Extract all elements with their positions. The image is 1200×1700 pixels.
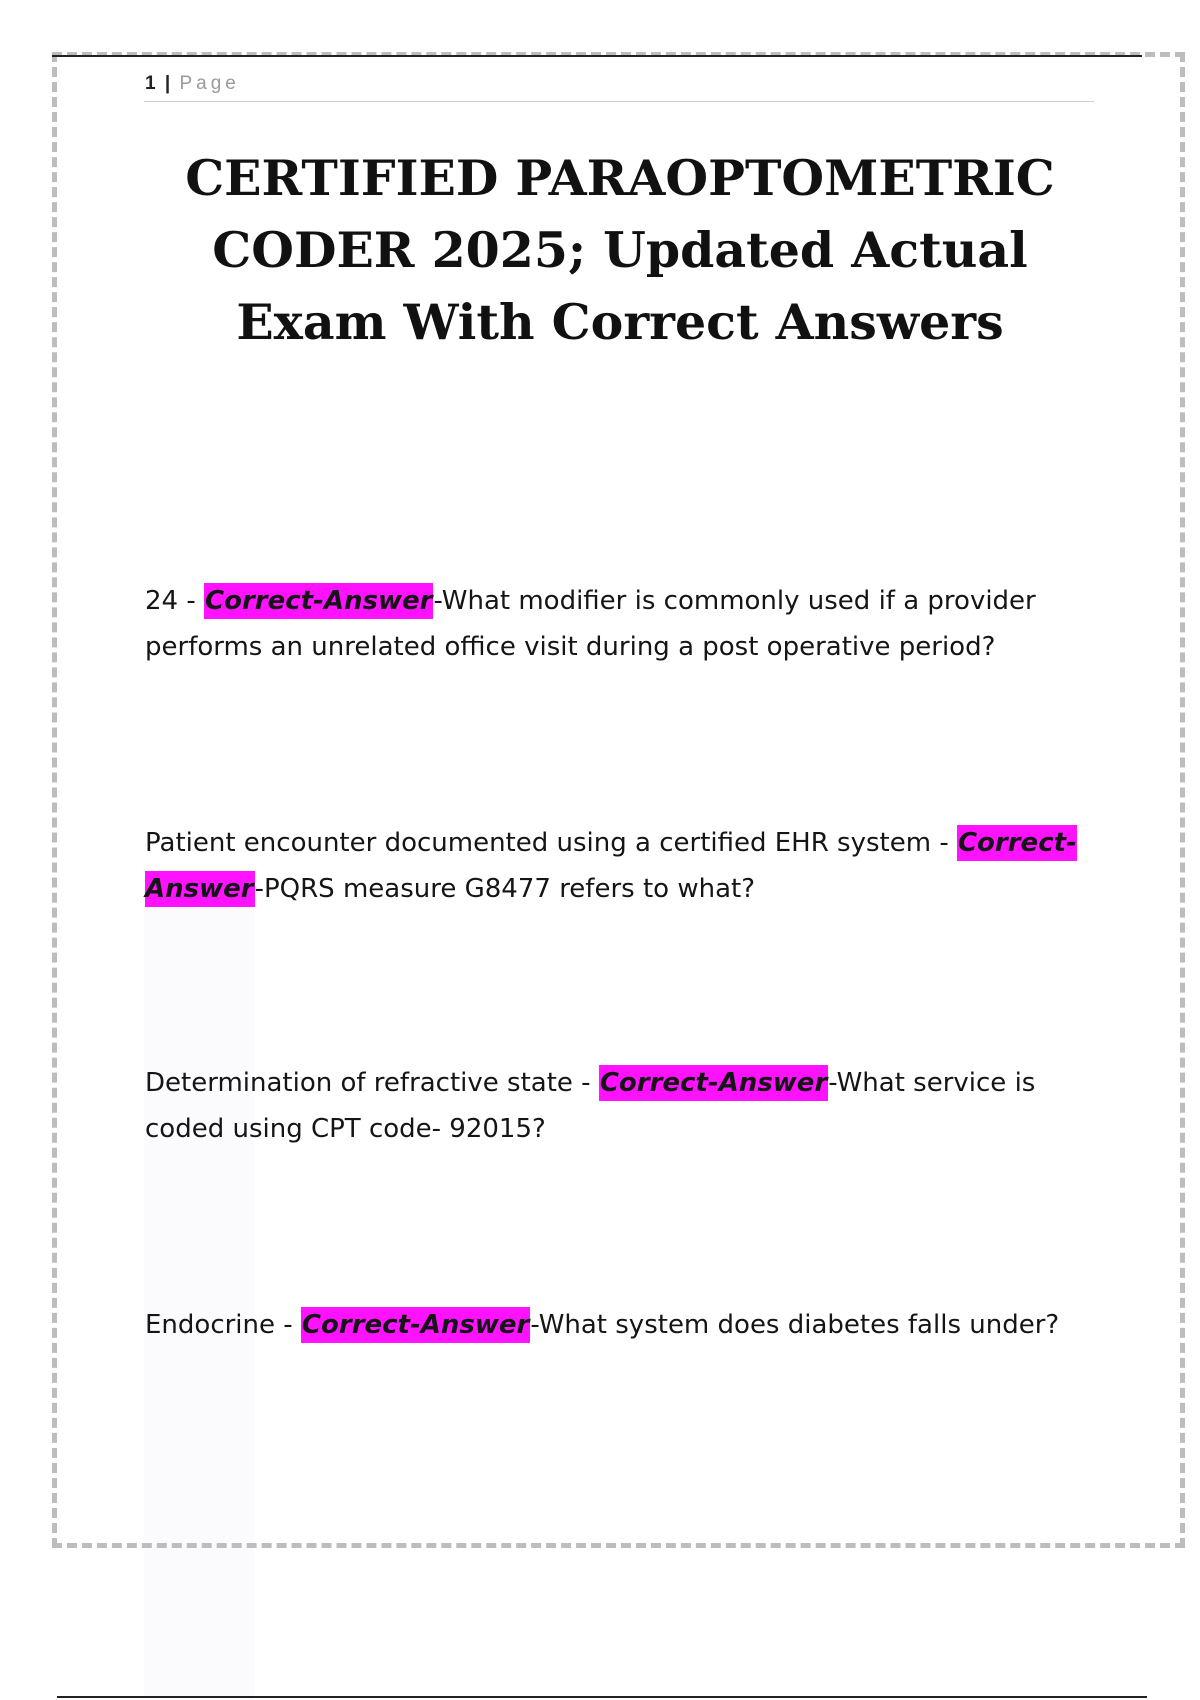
qa-item xyxy=(145,1302,1100,1348)
footer-line xyxy=(57,1696,1147,1698)
qa-answer: 24 - xyxy=(145,586,204,616)
qa-question: -What service is coded using CPT code- 92015? xyxy=(145,1068,1036,1144)
qa-item xyxy=(145,578,1100,670)
qa-item xyxy=(145,820,1100,912)
correct-answer-highlight: Correct-Answer xyxy=(145,825,1077,907)
page-number: 1 xyxy=(145,73,157,94)
top-border-line xyxy=(52,55,1142,57)
page-separator: | xyxy=(164,73,172,94)
page-label: Page xyxy=(179,73,240,94)
qa-question: -PQRS measure G8477 refers to what? xyxy=(254,874,755,904)
correct-answer-highlight: Correct-Answer xyxy=(204,583,433,619)
header-divider xyxy=(144,101,1094,102)
correct-answer-highlight: Correct-Answer xyxy=(301,1307,530,1343)
qa-item xyxy=(145,1060,1100,1152)
document-title: CERTIFIED PARAOPTOMETRIC CODER 2025; Updated Actual Exam With Correct Answers xyxy=(185,149,1055,351)
correct-answer-highlight: Correct-Answer xyxy=(599,1065,828,1101)
qa-answer: Endocrine - xyxy=(145,1310,301,1340)
page-header xyxy=(145,73,240,95)
qa-answer: Determination of refractive state - xyxy=(145,1068,599,1098)
qa-question: -What modifier is commonly used if a provider performs an unrelated office visit during a post operative period? xyxy=(145,586,1036,662)
qa-question: -What system does diabetes falls under? xyxy=(530,1310,1060,1340)
qa-answer: Patient encounter documented using a certified EHR system - xyxy=(145,828,957,858)
